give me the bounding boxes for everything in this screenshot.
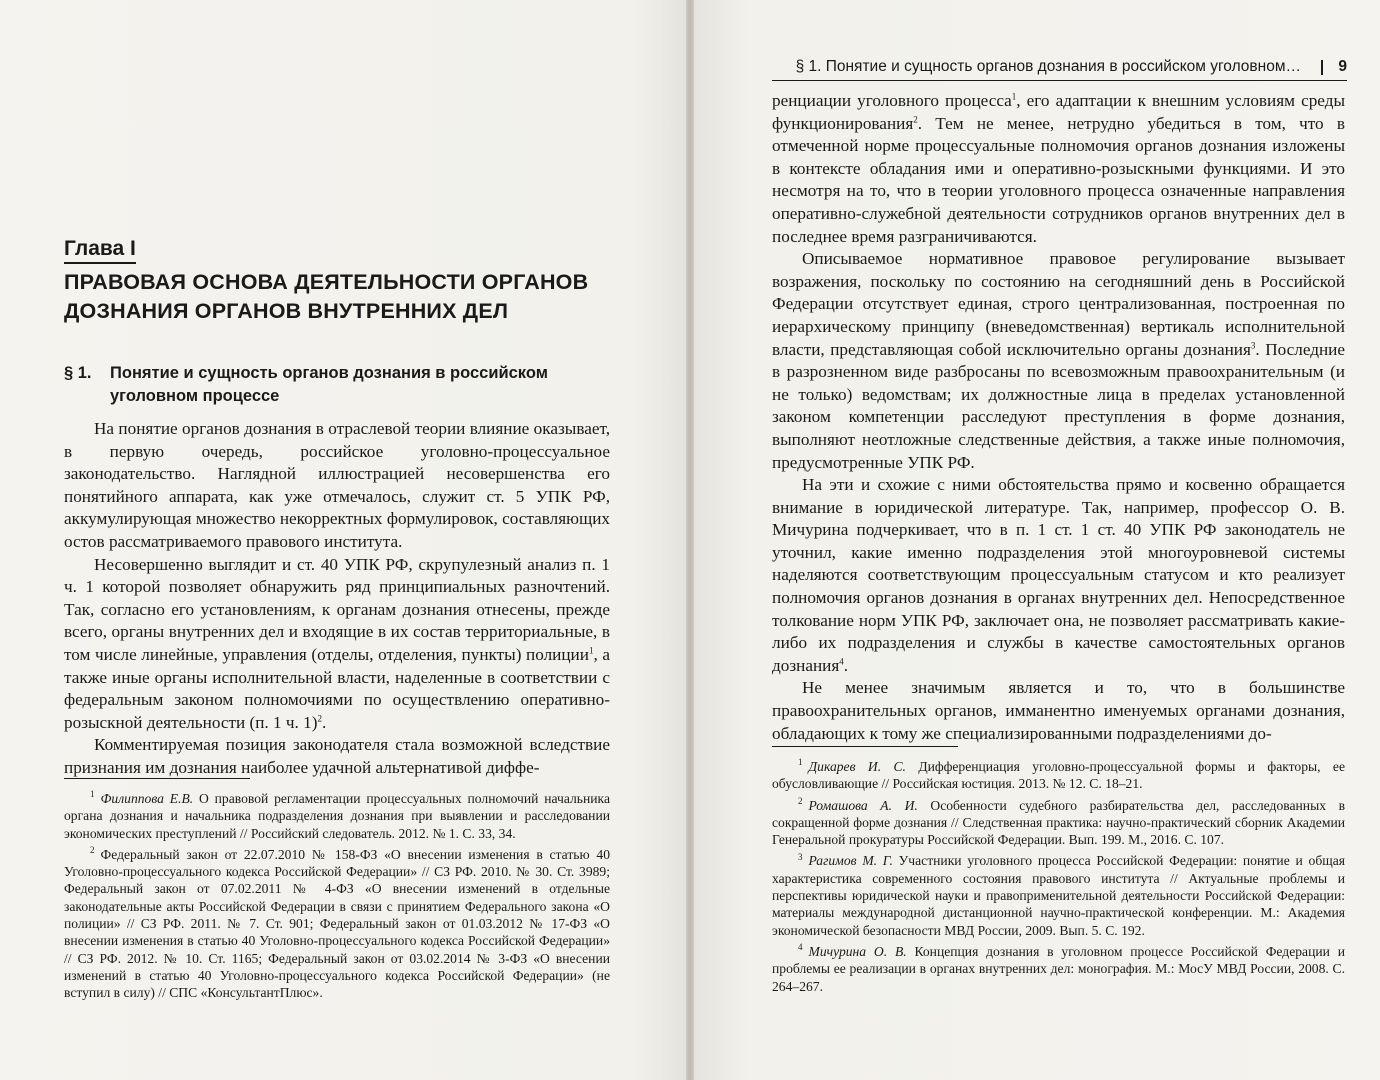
footnote-ref[interactable]: 2 — [913, 113, 918, 124]
footnote-mark: 3 — [798, 851, 803, 862]
chapter-label: Глава I — [64, 236, 136, 264]
footnote-divider — [772, 746, 958, 747]
paragraph — [772, 248, 1345, 474]
header-rule — [772, 80, 1347, 81]
paragraph — [772, 474, 1345, 677]
paragraph: Комментируемая позиция законодателя стала возможной вследствие признания им дознания наиболее удачной альтернативой диффе- — [64, 735, 610, 777]
text-run: . — [321, 712, 327, 732]
text-run: , а также иные органы исполнительной власти, наделенные в соответствии с федеральным законом полномочиями по осуществлению оперативно-розыскной деятельности (п. 1 ч. 1) — [64, 644, 610, 732]
text-run: Несовершенно выглядит и ст. 40 УПК РФ, скрупулезный анализ п. 1 ч. 1 которой позволяет обнаружить ряд принципиальных разночтений. Так, согласно его установлениям, к органам дознания отнесены, прежде всего, органы внутренних дел и входящие в их состав территориальные, в том числе линейные, управления (отделы, отделения, пункты) полиции — [64, 554, 610, 664]
footnote — [64, 846, 610, 1002]
running-header — [772, 58, 1347, 80]
footnote-text: Особенности судебного разбирательства дел, расследованных в сокращенной форме дознания // Следственная практика: научно-практический сборник Академии Генеральной прокуратуры Российской Федерации. Вып. 199. М., 2016. С. 107. — [772, 797, 1345, 848]
footnote-ref[interactable]: 1 — [1011, 91, 1017, 102]
chapter-title-line-2: ДОЗНАНИЯ ОРГАНОВ ВНУТРЕННИХ ДЕЛ — [64, 299, 509, 323]
footnote-ref[interactable]: 2 — [317, 712, 322, 723]
footnote-author: Филиппова Е.В. — [100, 791, 194, 806]
footnote-divider — [64, 778, 250, 779]
footnote-mark: 1 — [90, 789, 95, 800]
footnote-text: Концепция дознания в уголовном процессе Российской Федерации и проблемы ее реализации в органах внутренних дел: монография. М.: МосУ МВД России, 2008. С. 264–267. — [772, 943, 1345, 994]
left-body-text — [64, 418, 610, 780]
footnote-text: Участники уголовного процесса Российской Федерации: понятие и общая характеристика современного состояния правового института // Актуальные проблемы и перспективы юридической науки и правоприменительной деятельности Российской Федерации: материалы международной дистанционной научно-практической конференции. М.: Академия экономической безопасности МВД России, 2009. Вып. 5. С. 192. — [772, 853, 1346, 938]
footnote-mark: 2 — [798, 796, 803, 807]
right-footnotes — [772, 758, 1345, 999]
section-number: § 1. — [64, 364, 92, 382]
footnote — [772, 943, 1345, 995]
section-title — [64, 362, 610, 408]
paragraph — [64, 554, 610, 735]
footnote-text: Федеральный закон от 22.07.2010 № 158-ФЗ «О внесении изменения в статью 40 Уголовно-процессуального кодекса Российской Федерации» // СЗ РФ. 2010. № 30. Ст. 3989; Федеральный закон от 07.02.2011 № 4-ФЗ «О внесении изменений в отдельные законодательные акты Российской Федерации в связи с принятием Федерального закона «О полиции» // СЗ РФ. 2011. № 7. Ст. 901; Федеральный закон от 01.03.2012 № 17-ФЗ «О внесении изменения в статью 40 Уголовно-процессуального кодекса Российской Федерации» // СЗ РФ. 2012. № 10. Ст. 1165; Федеральный закон от 03.02.2014 № 3-ФЗ «О внесении изменений в статью 40 Уголовно-процессуального кодекса Российской Федерации» (не вступил в силу) // СПС «КонсультантПлюс». — [64, 846, 610, 1001]
footnote-ref[interactable]: 4 — [839, 656, 844, 667]
header-separator — [1321, 60, 1323, 75]
book-spine — [686, 0, 694, 1080]
footnote-mark: 2 — [90, 845, 95, 856]
left-footnotes — [64, 790, 610, 1006]
chapter-title-line-1: ПРАВОВАЯ ОСНОВА ДЕЯТЕЛЬНОСТИ ОРГАНОВ — [64, 270, 589, 294]
paragraph — [772, 90, 1345, 248]
section-title-line-2: уголовном процессе — [110, 387, 280, 405]
section-title-line-1: Понятие и сущность органов дознания в российском — [110, 364, 548, 382]
footnote-ref[interactable]: 3 — [1250, 339, 1256, 350]
footnote — [64, 790, 610, 842]
text-run: . Последние в разрозненном виде разбросаны по всевозможным правоохранительным (и не только) ведомствам; их должностные лица в пределах установленной законом компетенции расследуют преступления в форме дознания, выполняют неотложные следственные действия, а также иные полномочия, предусмотренные УПК РФ. — [772, 339, 1345, 472]
running-header-title: § 1. Понятие и сущность органов дознания в российском уголовном… — [795, 58, 1301, 75]
paragraph: На понятие органов дознания в отраслевой теории влияние оказывает, в первую очередь, российское уголовно-процессуальное законодательство. Наглядной иллюстрацией несовершенства его понятийного аппарата, как уже отмечалось, служит ст. 5 УПК РФ, аккумулирующая множество некорректных формулировок, составляющих остов рассматриваемого правового института. — [64, 419, 610, 551]
text-run: Описываемое нормативное правовое регулирование вызывает возражения, поскольку по состоянию на сегодняшний день в Российской Федерации отсутствует единая, строго централизованная, построенная по иерархическому принципу (вневедомственная) вертикаль исполнительной власти, представляющая собой исключительно органы дознания — [772, 249, 1345, 359]
text-run: ренциации уголовного процесса — [772, 91, 1012, 110]
paragraph: Не менее значимым является и то, что в большинстве правоохранительных органов, имманентно именуемых органами дознания, обладающих к тому же специализированными подразделениями до- — [772, 678, 1345, 743]
footnote — [772, 852, 1345, 938]
footnote-mark: 1 — [798, 757, 803, 768]
right-body-text — [772, 90, 1345, 745]
footnote-author: Ромашова А. И. — [808, 797, 918, 813]
footnote-author: Мичурина О. В. — [808, 943, 907, 959]
footnote-author: Дикарев И. С. — [808, 759, 906, 774]
footnote-ref[interactable]: 1 — [588, 645, 594, 656]
footnote-mark: 4 — [798, 942, 803, 953]
chapter-title — [64, 268, 610, 326]
text-run: . — [843, 655, 849, 675]
footnote-author: Рагимов М. Г. — [808, 853, 893, 869]
footnote — [772, 758, 1345, 793]
text-run: . Тем не менее, нетрудно убедиться в том, что в отмеченной норме процессуальные полномочия органов дознания изложены в контексте обладания ими и оперативно-розыскными функциями. И это несмотря на то, что в теории уголовного процесса означенные направления оперативно-служебной деятельности сотрудников органов внутренних дел в последнее время разграничиваются. — [772, 113, 1345, 246]
footnote — [772, 797, 1345, 849]
text-run: На эти и схожие с ними обстоятельства прямо и косвенно обращается внимание в юридической литературе. Так, например, профессор О. В. Мичурина подчеркивает, что в п. 1 ст. 1 ст. 40 УПК РФ законодатель не уточнил, какие именно подразделения этой многоуровневой системы наделяются соответствующим процессуальным статусом и кто реализует полномочия органов дознания в органах внутренних дел. Непосредственное толкование норм УПК РФ, заключает она, не позволяет рассматривать какие-либо их подразделения и службы в качестве самостоятельных органов дознания — [772, 475, 1345, 675]
footnote-text: О правовой регламентации процессуальных полномочий начальника органа дознания и начальника подразделения дознания при выявлении и расследовании экономических преступлений // Российский следователь. 2012. № 1. С. 33, 34. — [64, 791, 610, 841]
page-number: 9 — [1338, 58, 1347, 75]
footnote-text: Дифференциация уголовно-процессуальной формы и факторы, ее обусловливающие // Российская юстиция. 2013. № 12. С. 18–21. — [772, 759, 1345, 792]
text-run: , его адаптации к внешним условиям среды функционирования — [772, 91, 1345, 133]
